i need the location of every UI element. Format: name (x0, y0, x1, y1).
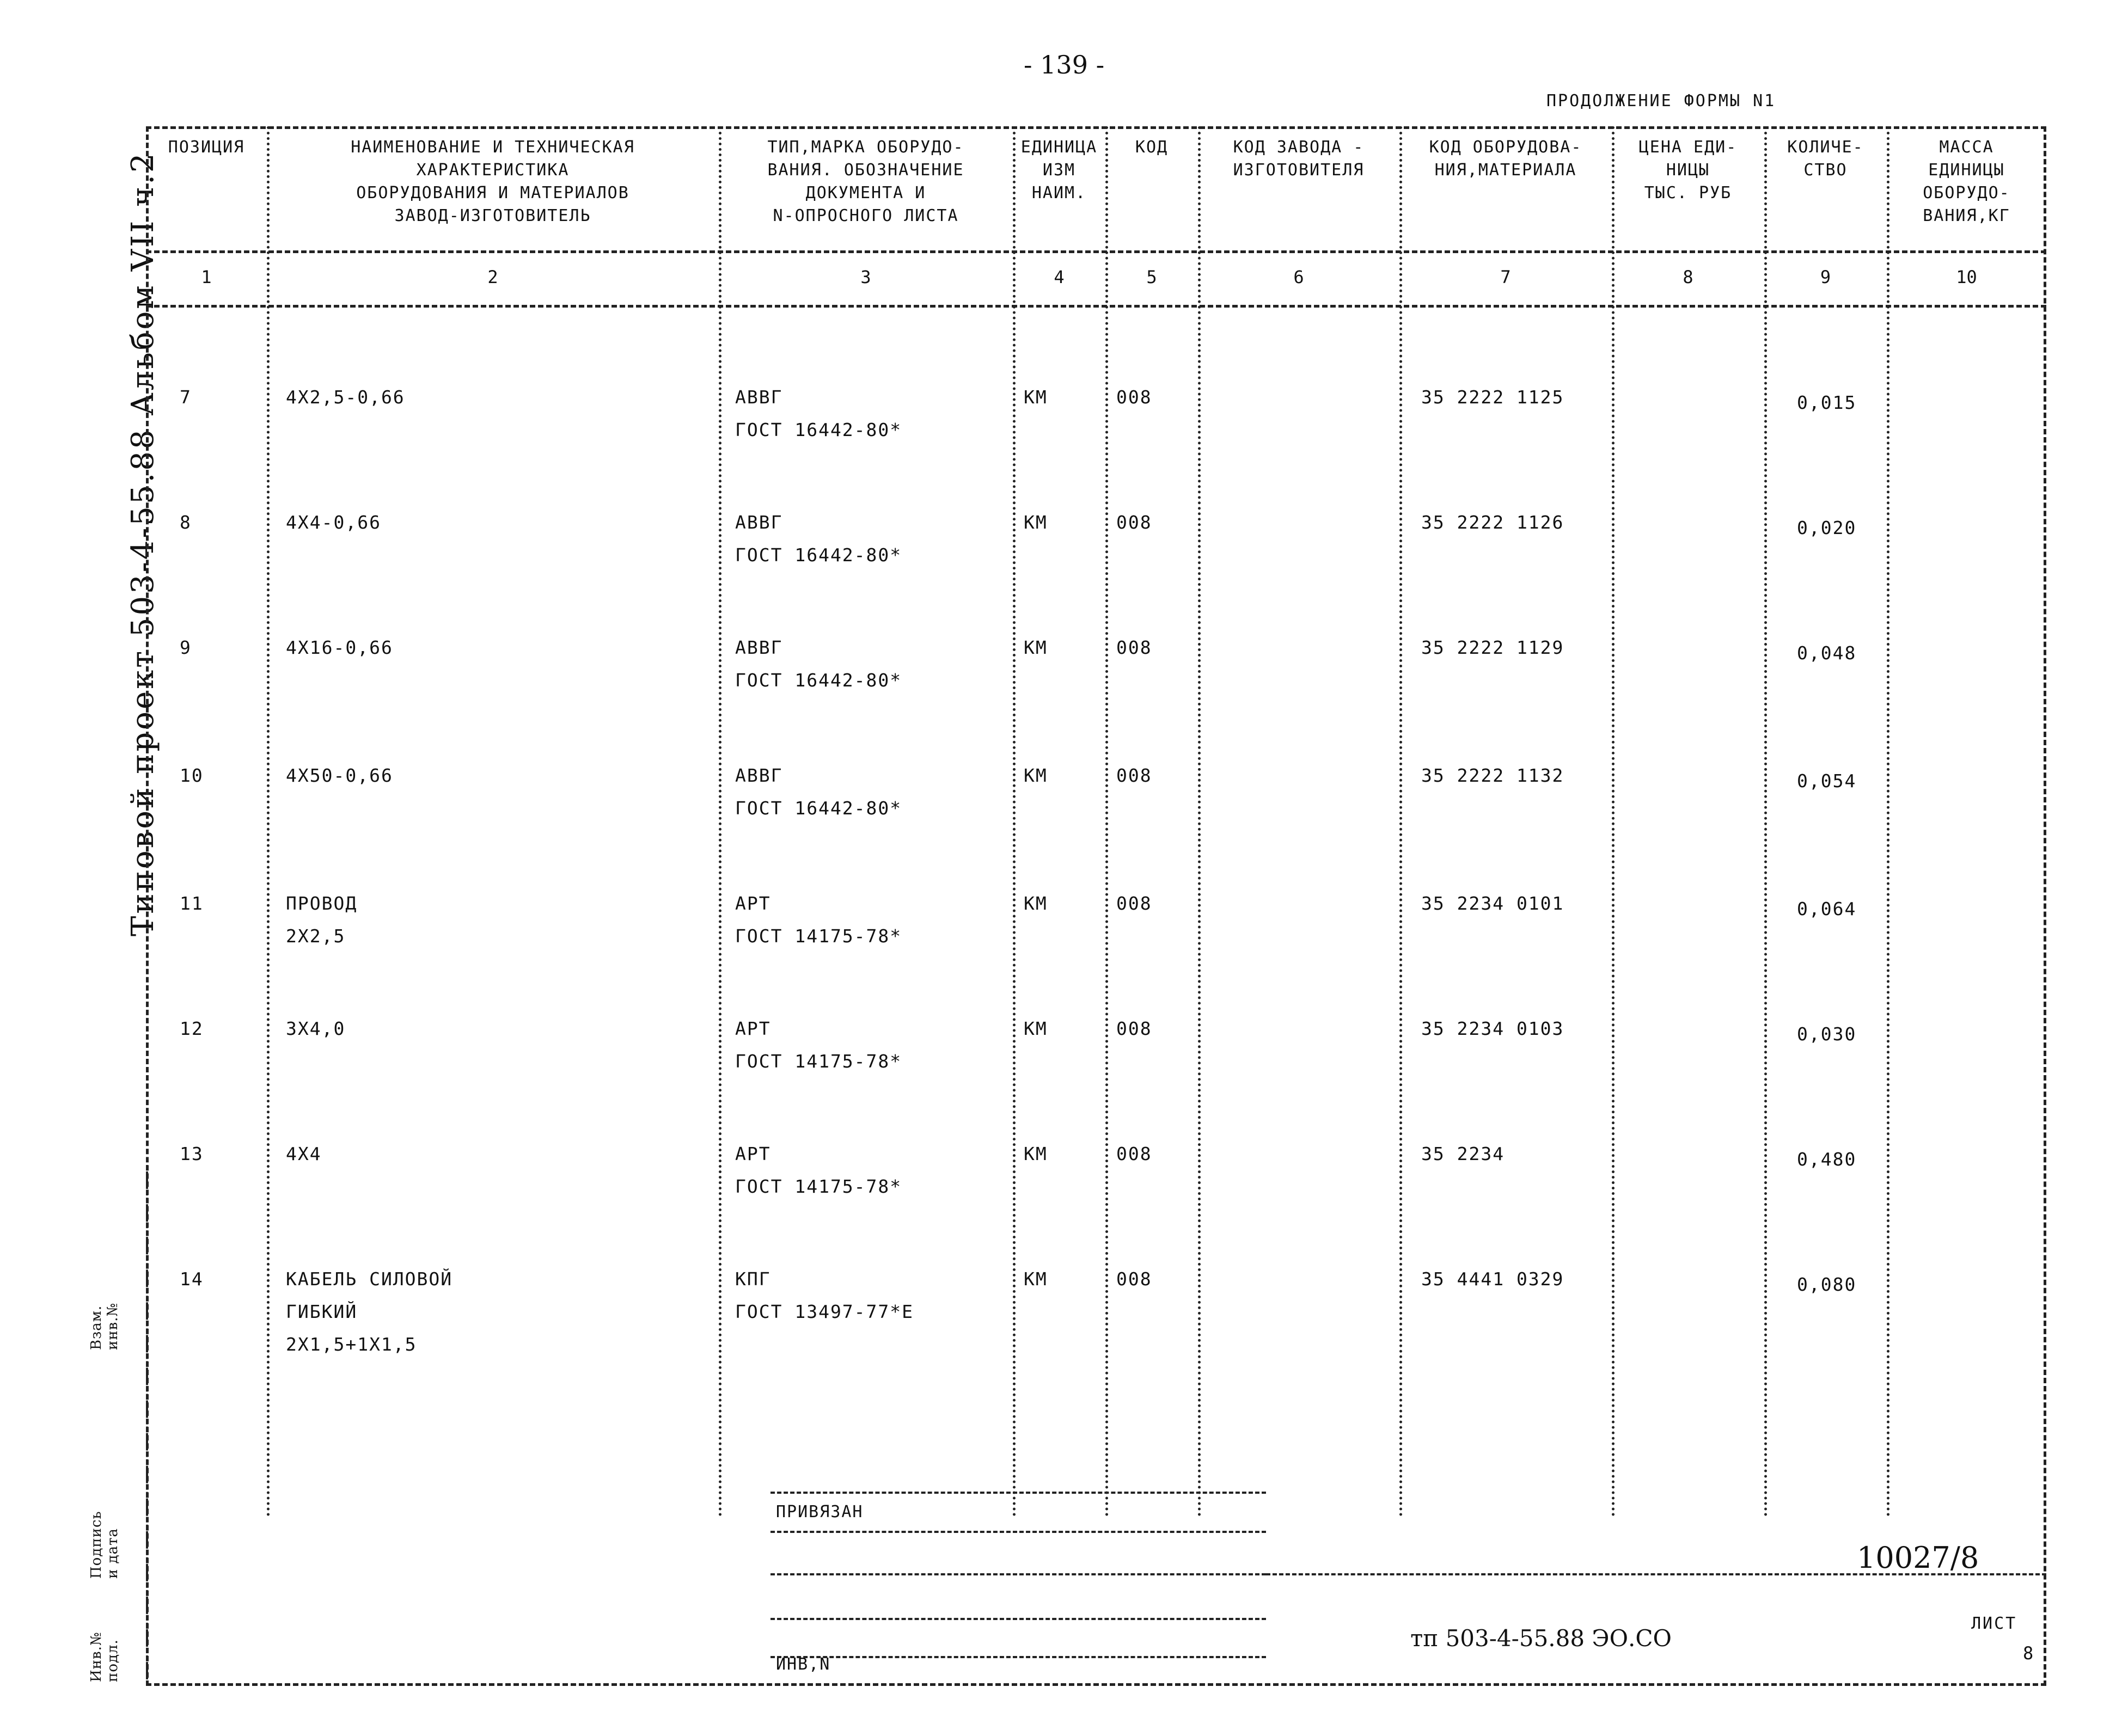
type-cell: ГОСТ 13497-77*Е (735, 1301, 914, 1322)
position-cell: 9 (180, 637, 192, 658)
column-header-line: НИЦЫ (1666, 161, 1710, 180)
type-cell: ГОСТ 16442-80* (735, 670, 902, 691)
name-cell: 4Х2,5-0,66 (286, 387, 405, 408)
name-cell: 4Х4-0,66 (286, 512, 381, 533)
unit-cell: КМ (1024, 512, 1048, 533)
unit-cell: КМ (1024, 765, 1048, 786)
column-number: 10 (1956, 267, 1977, 287)
margin-label-inventory: Инв.№ подл. (88, 1631, 121, 1682)
column-header-line: ТИП,МАРКА ОБОРУДО- (767, 138, 964, 157)
code-cell: 008 (1116, 1018, 1152, 1039)
column-header-9 (1764, 136, 1887, 182)
unit-cell: КМ (1024, 1268, 1048, 1290)
column-header-line: ПОЗИЦИЯ (168, 138, 245, 157)
column-header-line: ЕДИНИЦА ИЗМ (1020, 138, 1098, 180)
type-cell: ГОСТ 16442-80* (735, 544, 902, 566)
position-cell: 13 (180, 1143, 204, 1164)
col-divider-8 (1764, 126, 1767, 1517)
column-header-line: КОД ОБОРУДОВА- (1429, 138, 1582, 157)
column-header-line: КОД ЗАВОДА - (1233, 138, 1365, 157)
column-number: 7 (1500, 267, 1511, 287)
margin-label-signature: Подпись и дата (88, 1511, 121, 1579)
column-number: 1 (201, 267, 212, 287)
column-header-line: НИЯ,МАТЕРИАЛА (1434, 161, 1577, 180)
mass-cell: 0,015 (1797, 392, 1857, 413)
type-cell: ГОСТ 16442-80* (735, 798, 902, 819)
type-cell: АВВГ (735, 512, 783, 533)
column-header-line: ЦЕНА ЕДИ- (1638, 138, 1738, 157)
margin-label-replace: Взам. инв.№ (88, 1302, 121, 1350)
page-number: - 139 - (1024, 50, 1105, 79)
column-number: 4 (1054, 267, 1065, 287)
code-cell: 008 (1116, 1268, 1152, 1290)
name-cell: ГИБКИЙ (286, 1301, 358, 1322)
material-code-cell: 35 2234 (1421, 1143, 1505, 1164)
unit-cell: КМ (1024, 1143, 1048, 1164)
col-divider-4 (1105, 126, 1108, 1517)
name-cell: 2Х2,5 (286, 925, 346, 947)
material-code-cell: 35 2234 0101 (1421, 893, 1564, 914)
column-header-10 (1887, 136, 2046, 228)
type-cell: АРТ (735, 1143, 771, 1164)
column-number: 3 (860, 267, 871, 287)
column-header-4 (1013, 136, 1105, 205)
column-header-line: ДОКУМЕНТА И (805, 183, 926, 203)
material-code-cell: 35 2222 1129 (1421, 637, 1564, 658)
approval-margin (82, 1165, 148, 1686)
name-cell: 4Х16-0,66 (286, 637, 393, 658)
col-divider-9 (1887, 126, 1889, 1517)
column-header-line: СТВО (1803, 161, 1848, 180)
column-header-2 (267, 136, 719, 228)
code-cell: 008 (1116, 893, 1152, 914)
code-cell: 008 (1116, 512, 1152, 533)
column-header-line: ХАРАКТЕРИСТИКА (416, 161, 570, 180)
mass-cell: 0,080 (1797, 1274, 1857, 1295)
position-cell: 14 (180, 1268, 204, 1290)
column-number-separator (146, 305, 2046, 308)
binding-stamp (770, 1492, 1266, 1679)
sheet-label: ЛИСТ (1971, 1614, 2017, 1633)
unit-cell: КМ (1024, 387, 1048, 408)
column-number: 6 (1293, 267, 1304, 287)
col-divider-2 (719, 126, 721, 1517)
column-header-1 (146, 136, 267, 159)
col-divider-6 (1399, 126, 1402, 1517)
column-header-line: ОБОРУДО- (1923, 183, 2010, 203)
type-cell: АВВГ (735, 387, 783, 408)
name-cell: 4Х4 (286, 1143, 322, 1164)
name-cell: ПРОВОД (286, 893, 358, 914)
mass-cell: 0,480 (1797, 1149, 1857, 1170)
column-number: 5 (1146, 267, 1157, 287)
type-cell: ГОСТ 14175-78* (735, 925, 902, 947)
name-cell: 4Х50-0,66 (286, 765, 393, 786)
column-header-line: ЕДИНИЦЫ (1928, 161, 2005, 180)
column-header-line: ОБОРУДОВАНИЯ И МАТЕРИАЛОВ (356, 183, 629, 203)
column-header-line: ВАНИЯ,КГ (1923, 206, 2010, 225)
col-divider-1 (267, 126, 270, 1517)
unit-cell: КМ (1024, 893, 1048, 914)
name-cell: 3Х4,0 (286, 1018, 346, 1039)
col-divider-7 (1612, 126, 1615, 1517)
name-cell: КАБЕЛЬ СИЛОВОЙ (286, 1268, 453, 1290)
form-continuation-label: ПРОДОЛЖЕНИЕ ФОРМЫ N1 (1546, 91, 1776, 111)
column-header-line: НАИМЕНОВАНИЕ И ТЕХНИЧЕСКАЯ (351, 138, 635, 157)
mass-cell: 0,030 (1797, 1023, 1857, 1045)
type-cell: ГОСТ 14175-78* (735, 1051, 902, 1072)
position-cell: 10 (180, 765, 204, 786)
column-header-line: ВАНИЯ. ОБОЗНАЧЕНИЕ (767, 161, 964, 180)
sheet-number: 8 (2023, 1643, 2034, 1664)
column-header-8 (1612, 136, 1764, 205)
col-divider-5 (1198, 126, 1201, 1517)
name-cell: 2Х1,5+1Х1,5 (286, 1334, 417, 1355)
table-frame (146, 126, 2046, 1686)
code-cell: 008 (1116, 637, 1152, 658)
unit-cell: КМ (1024, 637, 1048, 658)
column-header-7 (1399, 136, 1612, 182)
type-cell: АРТ (735, 1018, 771, 1039)
col-divider-3 (1013, 126, 1016, 1517)
column-header-5 (1105, 136, 1198, 159)
document-designation: тп 503-4-55.88 ЭО.СО (1410, 1625, 1672, 1652)
column-header-line: МАССА (1939, 138, 1994, 157)
column-number: 2 (487, 267, 498, 287)
column-header-6 (1198, 136, 1399, 182)
column-header-line: ИЗГОТОВИТЕЛЯ (1233, 161, 1365, 180)
unit-cell: КМ (1024, 1018, 1048, 1039)
material-code-cell: 35 2222 1125 (1421, 387, 1564, 408)
position-cell: 8 (180, 512, 192, 533)
mass-cell: 0,020 (1797, 517, 1857, 538)
code-cell: 008 (1116, 765, 1152, 786)
mass-cell: 0,054 (1797, 770, 1857, 792)
type-cell: АРТ (735, 893, 771, 914)
column-header-3 (719, 136, 1013, 228)
material-code-cell: 35 2222 1126 (1421, 512, 1564, 533)
column-header-line: ТЫС. РУБ (1644, 183, 1732, 203)
column-number: 8 (1683, 267, 1693, 287)
inv-label: ИНВ,N (776, 1655, 831, 1674)
material-code-cell: 35 2234 0103 (1421, 1018, 1564, 1039)
mass-cell: 0,064 (1797, 898, 1857, 919)
type-cell: ГОСТ 14175-78* (735, 1176, 902, 1197)
column-header-line: КОЛИЧЕ- (1787, 138, 1864, 157)
type-cell: ГОСТ 16442-80* (735, 419, 902, 440)
code-cell: 008 (1116, 387, 1152, 408)
position-cell: 12 (180, 1018, 204, 1039)
mass-cell: 0,048 (1797, 642, 1857, 664)
type-cell: КПГ (735, 1268, 771, 1290)
column-header-line: ЗАВОД-ИЗГОТОВИТЕЛЬ (394, 206, 591, 225)
type-cell: АВВГ (735, 765, 783, 786)
handwritten-number: 10027/8 (1857, 1541, 1979, 1575)
column-header-line: КОД (1135, 138, 1169, 157)
position-cell: 11 (180, 893, 204, 914)
code-cell: 008 (1116, 1143, 1152, 1164)
position-cell: 7 (180, 387, 192, 408)
header-separator (146, 250, 2046, 253)
material-code-cell: 35 4441 0329 (1421, 1268, 1564, 1290)
material-code-cell: 35 2222 1132 (1421, 765, 1564, 786)
side-caption: Типовой проект 503-4-55.88 Альбом VII ч.2 (125, 151, 161, 936)
type-cell: АВВГ (735, 637, 783, 658)
column-header-line: НАИМ. (1031, 183, 1087, 203)
column-number: 9 (1820, 267, 1831, 287)
bound-label: ПРИВЯЗАН (776, 1502, 864, 1522)
column-header-line: N-ОПРОСНОГО ЛИСТА (773, 206, 959, 225)
